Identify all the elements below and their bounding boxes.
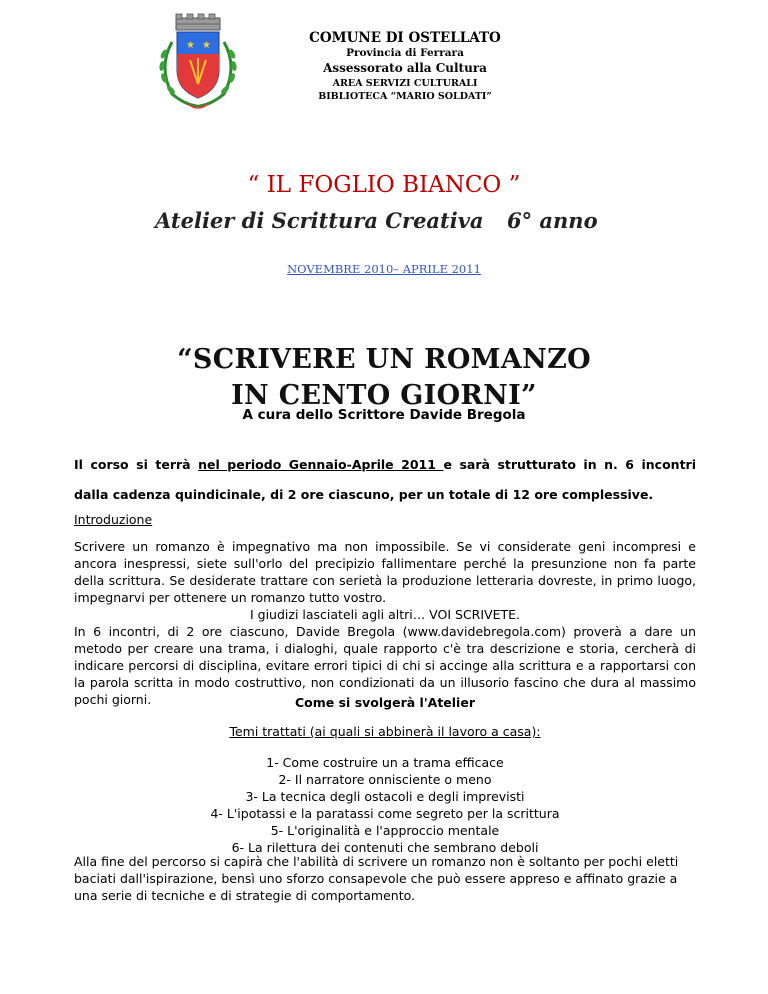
anno-label: 6° anno (507, 208, 598, 233)
intro-heading: Introduzione (74, 512, 153, 527)
intro-body (74, 538, 696, 708)
temi-heading: Temi trattati (ai quali si abbinerà il lavoro a casa): (229, 724, 541, 739)
atelier-heading: Come si svolgerà l'Atelier (295, 695, 475, 710)
atelier-subtitle: Atelier di Scrittura Creativa (155, 208, 484, 233)
header-comune: COMUNE DI OSTELLATO (309, 30, 501, 46)
header-assessorato: Assessorato alla Cultura (323, 61, 487, 75)
main-title-line1: “SCRIVERE UN ROMANZO (177, 344, 591, 375)
topics-list (74, 754, 696, 856)
course-info-c: e sarà strutturato in n. 6 incontri (443, 457, 696, 472)
course-info-a: Il corso si terrà (74, 457, 199, 472)
header-biblioteca: BIBLIOTECA “MARIO SOLDATI” (318, 91, 492, 102)
list-item: 4- L'ipotassi e la paratassi come segreto per la scrittura (210, 806, 560, 821)
list-item: 3- La tecnica degli ostacoli e degli imprevisti (245, 789, 525, 804)
list-item: 2- Il narratore onnisciente o meno (278, 772, 492, 787)
closing-paragraph: Alla fine del percorso si capirà che l'abilità di scrivere un romanzo non è soltanto per pochi eletti baciati dall'ispirazione, bensì uno sforzo consapevole che può essere appreso e affinato grazie a una serie di tecniche e di strategie di comportamento. (74, 854, 679, 903)
list-item: 5- L'originalità e l'approccio mentale (270, 823, 500, 838)
list-item: 6- La rilettura dei contenuti che sembrano deboli (231, 840, 539, 855)
svg-text:★: ★ (202, 40, 211, 51)
course-info-period: nel periodo Gennaio-Aprile 2011 (198, 457, 444, 472)
header-area: AREA SERVIZI CULTURALI (332, 78, 478, 89)
intro-paragraph-1: Scrivere un romanzo è impegnativo ma non impossibile. Se vi considerate geni incompresi e ancora inespressi, siete sull'orlo del precipizio fallimentare perché la presunzione non fa parte della scrittura. Se desiderate trattare con serietà la produzione letteraria dovreste, in primo luogo, impegnarvi per ottenere un romanzo tutto vostro. (74, 539, 696, 605)
course-info-line2: dalla cadenza quindicinale, di 2 ore ciascuno, per un totale di 12 ore complessive. (74, 487, 654, 502)
list-item: 1- Come costruire un a trama efficace (266, 755, 504, 770)
main-title (0, 342, 768, 414)
curator-line: A cura dello Scrittore Davide Bregola (242, 407, 526, 423)
intro-paragraph-2: I giudizi lasciateli agli altri… VOI SCRIVETE. (249, 607, 521, 622)
header-provincia: Provincia di Ferrara (346, 47, 464, 59)
intro-paragraph-3: In 6 incontri, di 2 ore ciascuno, Davide Bregola (www.davidebregola.com) proverà a dare un metodo per creare una trama, i dialoghi, quale rapporto c'è tra descrizione e storia, cercherà di indicare percorsi di disciplina, evitare errori tipici di chi si accinge alla scrittura e a rapportarsi con la parola scritta in modo costruttivo, non condizionati da un illusorio fascino che dura al massimo pochi giorni. (74, 624, 696, 707)
main-title-line2: IN CENTO GIORNI” (231, 380, 537, 411)
comune-crest-logo (150, 12, 246, 112)
foglio-title: “ IL FOGLIO BIANCO ” (247, 172, 521, 198)
date-range: NOVEMBRE 2010– APRILE 2011 (287, 262, 481, 276)
course-info-line1 (74, 450, 696, 480)
course-info (74, 450, 696, 510)
svg-text:★: ★ (186, 40, 195, 51)
